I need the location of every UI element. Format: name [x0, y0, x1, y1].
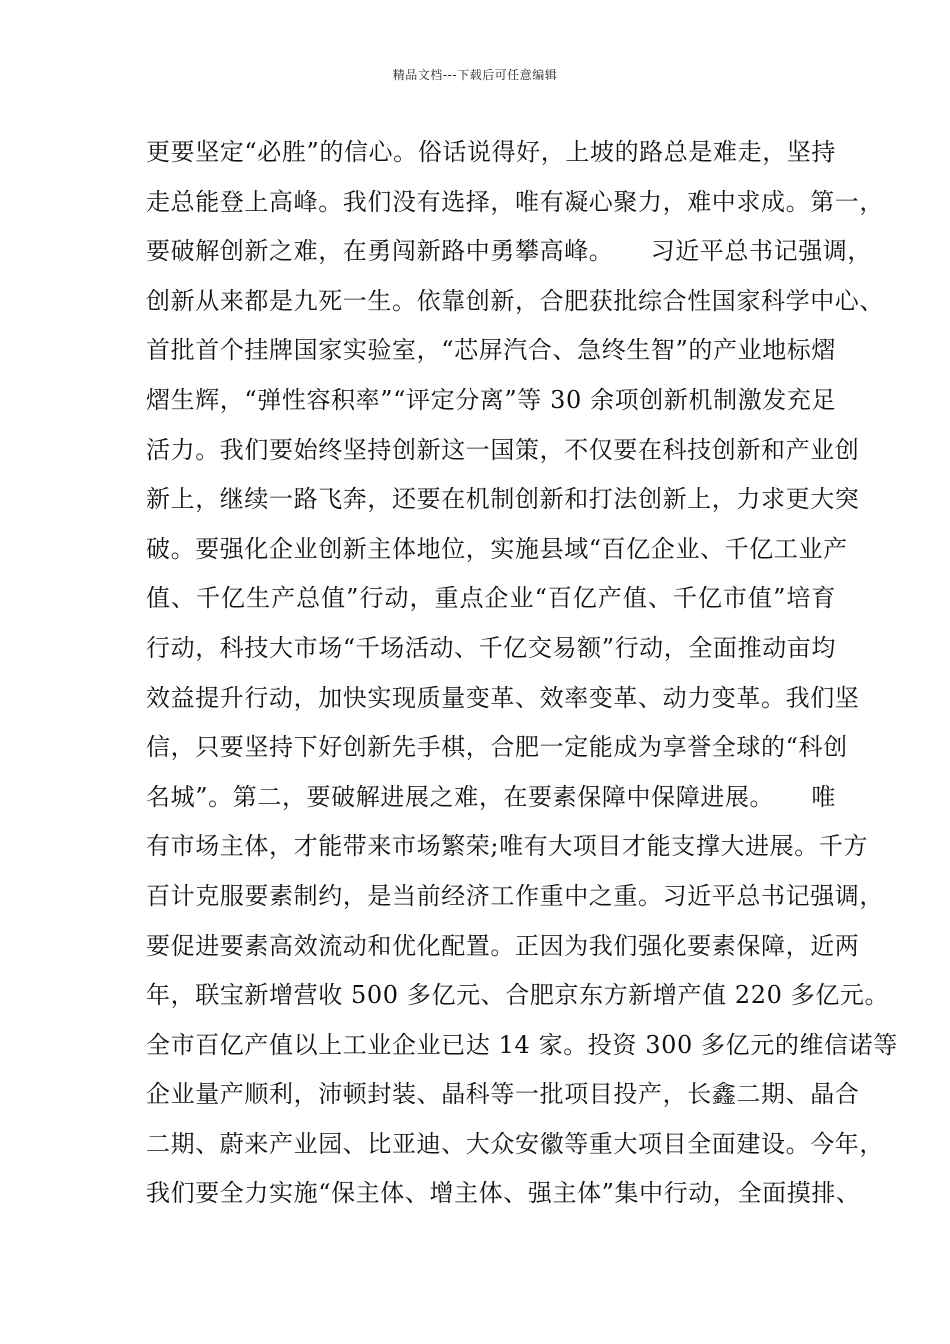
text-line: 走总能登上高峰。我们没有选择，唯有凝心聚力，难中求成。第一， — [146, 187, 884, 216]
text-line: 活力。我们要始终坚持创新这一国策，不仅要在科技创新和产业创 — [146, 435, 860, 464]
text-line: 要破解创新之难，在勇闯新路中勇攀高峰。 习近平总书记强调， — [146, 237, 872, 266]
text-line: 企业量产顺利，沛顿封装、晶科等一批项目投产，长鑫二期、晶合 — [146, 1080, 860, 1109]
text-line: 名城”。第二，要破解进展之难，在要素保障中保障进展。 唯 — [146, 782, 836, 811]
page-header: 精品文档---下载后可任意编辑 — [392, 68, 558, 82]
text-line: 信，只要坚持下好创新先手棋，合肥一定能成为享誉全球的“科创 — [146, 733, 848, 762]
text-line: 效益提升行动，加快实现质量变革、效率变革、动力变革。我们坚 — [146, 683, 860, 712]
text-line: 二期、蔚来产业园、比亚迪、大众安徽等重大项目全面建设。今年， — [146, 1129, 884, 1158]
text-line: 创新从来都是九死一生。依靠创新，合肥获批综合性国家科学中心、 — [146, 286, 884, 315]
text-line: 新上，继续一路飞奔，还要在机制创新和打法创新上，力求更大突 — [146, 485, 860, 514]
text-line: 百计克服要素制约，是当前经济工作重中之重。习近平总书记强调， — [146, 881, 884, 910]
text-line: 破。要强化企业创新主体地位，实施县域“百亿企业、千亿工业产 — [146, 534, 848, 563]
text-line: 行动，科技大市场“千场活动、千亿交易额”行动，全面推动亩均 — [146, 633, 836, 662]
body-text — [146, 128, 898, 1219]
text-line: 更要坚定“必胜”的信心。俗话说得好，上坡的路总是难走，坚持 — [146, 138, 836, 166]
text-line: 值、千亿生产总值”行动，重点企业“百亿产值、千亿市值”培育 — [146, 584, 836, 613]
text-line: 首批首个挂牌国家实验室，“芯屏汽合、急终生智”的产业地标熠 — [146, 336, 836, 365]
text-line: 我们要全力实施“保主体、增主体、强主体”集中行动，全面摸排、 — [146, 1179, 861, 1208]
text-line: 有市场主体，才能带来市场繁荣;唯有大项目才能支撑大进展。千方 — [146, 832, 869, 861]
text-line: 要促进要素高效流动和优化配置。正因为我们强化要素保障，近两 — [146, 931, 860, 960]
text-line: 年，联宝新增营收 500 多亿元、合肥京东方新增产值 220 多亿元。 — [146, 981, 890, 1010]
text-line: 全市百亿产值以上工业企业已达 14 家。投资 300 多亿元的维信诺等 — [146, 1030, 898, 1059]
text-line: 熠生辉，“弹性容积率”“评定分离”等 30 余项创新机制激发充足 — [146, 385, 837, 414]
